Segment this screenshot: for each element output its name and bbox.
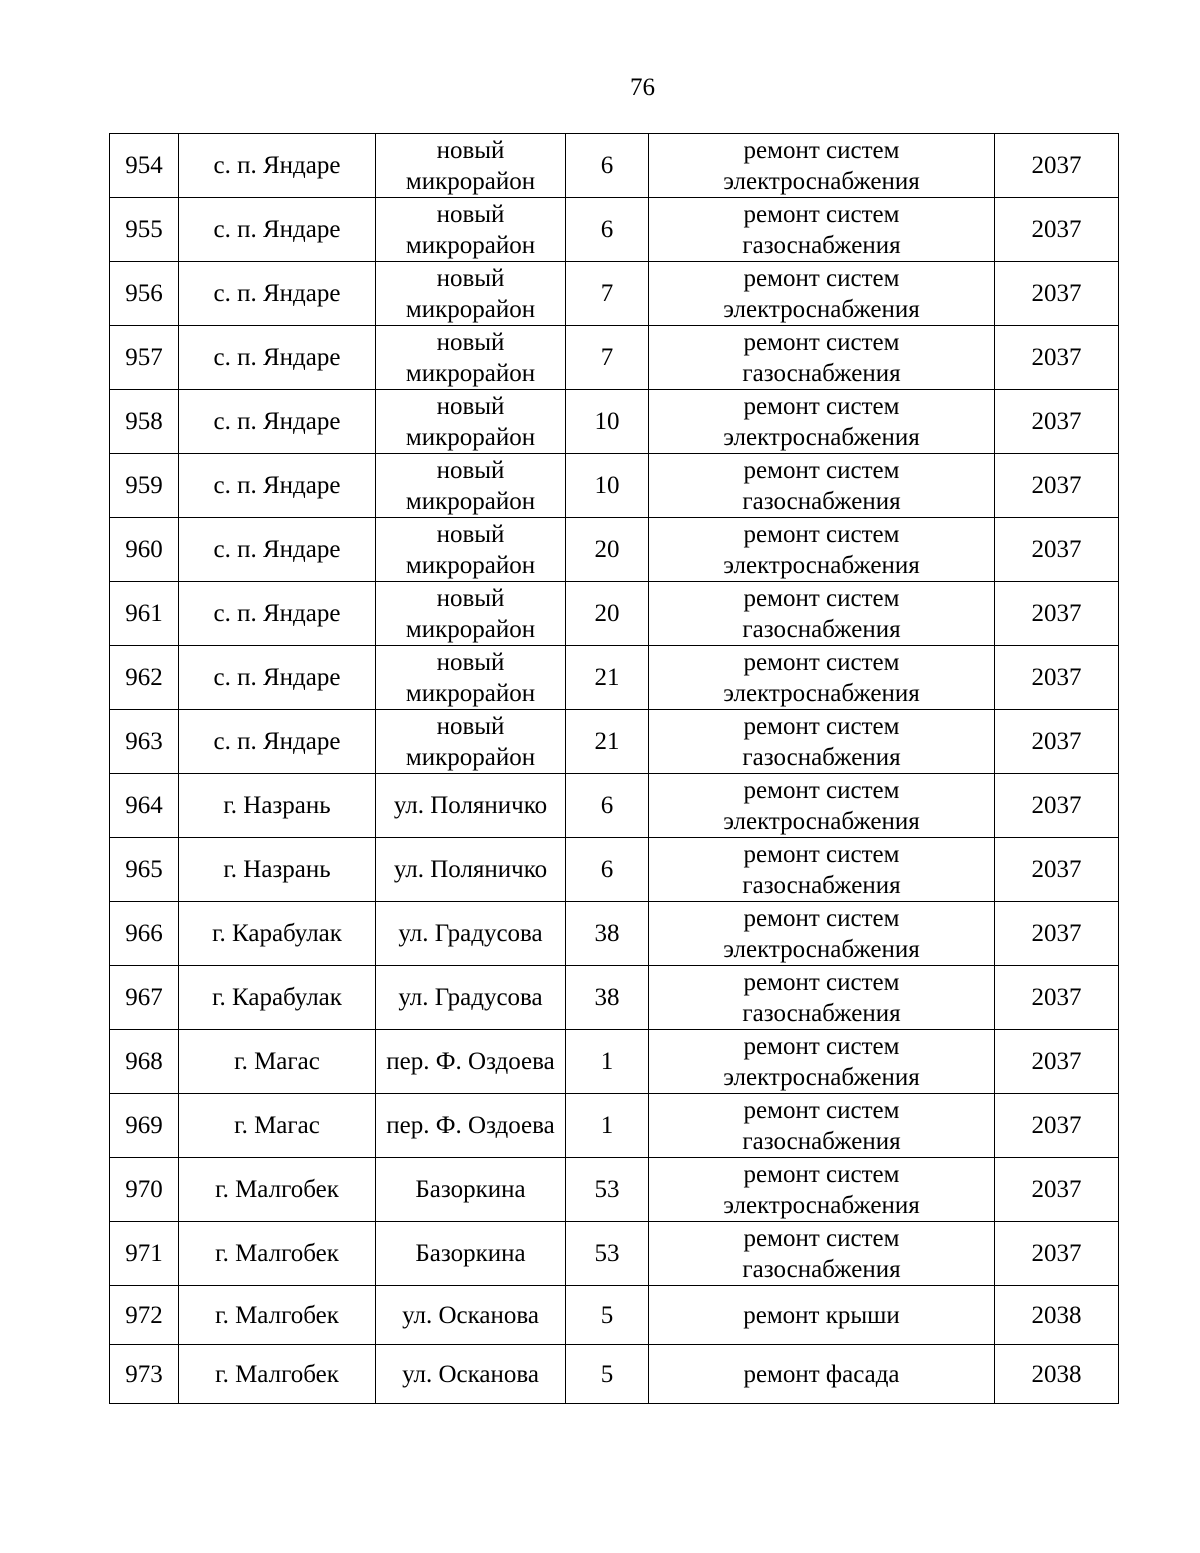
street-cell-line: ул. Градусова [398,920,543,947]
work-type-cell-line: ремонт систем [743,520,900,548]
house-number-cell: 6 [566,838,649,902]
year-cell: 2037 [995,1094,1119,1158]
year-cell: 2037 [995,646,1119,710]
settlement-cell: с. п. Яндаре [179,646,376,710]
house-number-cell: 10 [566,454,649,518]
street-cell [376,838,566,902]
work-type-cell-line: ремонт систем [743,904,900,932]
row-number-cell: 966 [110,902,179,966]
row-number-cell: 959 [110,454,179,518]
work-type-cell [649,582,995,646]
settlement-cell: с. п. Яндаре [179,582,376,646]
house-number-cell: 5 [566,1345,649,1404]
street-cell [376,1286,566,1345]
work-type-cell-line: газоснабжения [742,487,901,515]
street-cell-line: ул. Градусова [398,984,543,1011]
work-type-cell [649,1094,995,1158]
work-type-cell-line: электроснабжения [723,935,920,963]
table-row [110,1222,1119,1286]
work-type-cell-line: электроснабжения [723,1063,920,1091]
work-type-cell-line: ремонт систем [743,200,900,228]
street-cell-line: микрорайон [405,551,536,579]
row-number-cell: 957 [110,326,179,390]
year-cell: 2037 [995,710,1119,774]
house-number-cell: 21 [566,710,649,774]
street-cell [376,710,566,774]
street-cell [376,390,566,454]
work-type-cell-line: газоснабжения [742,359,901,387]
work-type-cell-line: ремонт систем [743,712,900,740]
year-cell: 2037 [995,902,1119,966]
page-number: 76 [630,74,655,101]
house-number-cell: 53 [566,1222,649,1286]
settlement-cell: г. Малгобек [179,1345,376,1404]
table-body [110,134,1119,1404]
street-cell-line: ул. Осканова [402,1360,539,1388]
work-type-cell-line: электроснабжения [723,807,920,835]
work-type-cell-line: ремонт систем [743,136,900,164]
table-row [110,1158,1119,1222]
street-cell-line: ул. Поляничко [393,856,548,883]
work-type-cell [649,902,995,966]
street-cell [376,198,566,262]
settlement-cell: г. Магас [179,1094,376,1158]
row-number-cell: 954 [110,134,179,198]
work-type-cell-line: электроснабжения [723,423,920,451]
table-row [110,134,1119,198]
work-type-cell [649,518,995,582]
work-type-cell [649,134,995,198]
table-row [110,1286,1119,1345]
street-cell [376,1158,566,1222]
street-cell-line: новый [436,136,505,164]
street-cell-line: ул. Осканова [402,1301,539,1329]
row-number-cell: 955 [110,198,179,262]
street-cell-line: новый [436,648,505,676]
work-type-cell-line: газоснабжения [742,231,901,259]
settlement-cell: г. Карабулак [179,966,376,1030]
street-cell [376,774,566,838]
house-number-cell: 6 [566,774,649,838]
house-number-cell: 7 [566,326,649,390]
street-cell-line: новый [436,392,505,420]
row-number-cell: 968 [110,1030,179,1094]
work-type-cell-line: газоснабжения [742,871,901,899]
street-cell-line: пер. Ф. Оздоева [386,1048,555,1075]
house-number-cell: 20 [566,582,649,646]
street-cell-line: новый [436,456,505,484]
street-cell-line: новый [436,328,505,356]
work-type-cell [649,1345,995,1404]
settlement-cell: с. п. Яндаре [179,710,376,774]
row-number-cell: 965 [110,838,179,902]
settlement-cell: г. Назрань [179,774,376,838]
street-cell-line: новый [436,584,505,612]
table-row [110,838,1119,902]
work-type-cell-line: ремонт систем [743,776,900,804]
year-cell: 2037 [995,1222,1119,1286]
street-cell [376,646,566,710]
street-cell-line: микрорайон [405,743,536,771]
street-cell-line: ул. Поляничко [393,792,548,819]
street-cell [376,902,566,966]
work-type-cell-line: ремонт систем [743,264,900,292]
work-type-cell-line: газоснабжения [742,1255,901,1283]
street-cell-line: микрорайон [405,423,536,451]
table-row [110,262,1119,326]
settlement-cell: с. п. Яндаре [179,518,376,582]
work-type-cell [649,966,995,1030]
repair-schedule-table [109,133,1119,1404]
row-number-cell: 973 [110,1345,179,1404]
row-number-cell: 970 [110,1158,179,1222]
table-row [110,902,1119,966]
year-cell: 2037 [995,1158,1119,1222]
house-number-cell: 7 [566,262,649,326]
row-number-cell: 961 [110,582,179,646]
table-row [110,198,1119,262]
work-type-cell [649,774,995,838]
house-number-cell: 20 [566,518,649,582]
street-cell-line: микрорайон [405,359,536,387]
street-cell-line: микрорайон [405,295,536,323]
house-number-cell: 6 [566,198,649,262]
settlement-cell: г. Назрань [179,838,376,902]
work-type-cell [649,198,995,262]
work-type-cell-line: ремонт систем [743,968,900,996]
street-cell-line: микрорайон [405,679,536,707]
work-type-cell-line: электроснабжения [723,551,920,579]
work-type-cell [649,454,995,518]
work-type-cell [649,646,995,710]
house-number-cell: 38 [566,902,649,966]
street-cell-line: микрорайон [405,167,536,195]
work-type-cell [649,1158,995,1222]
row-number-cell: 969 [110,1094,179,1158]
house-number-cell: 1 [566,1030,649,1094]
work-type-cell-line: ремонт крыши [743,1301,900,1329]
settlement-cell: с. п. Яндаре [179,390,376,454]
street-cell-line: микрорайон [405,231,536,259]
work-type-cell [649,1286,995,1345]
house-number-cell: 10 [566,390,649,454]
work-type-cell-line: электроснабжения [723,295,920,323]
row-number-cell: 971 [110,1222,179,1286]
house-number-cell: 6 [566,134,649,198]
table-row [110,646,1119,710]
street-cell [376,326,566,390]
year-cell: 2037 [995,134,1119,198]
year-cell: 2037 [995,518,1119,582]
street-cell-line: Базоркина [415,1240,526,1267]
settlement-cell: с. п. Яндаре [179,262,376,326]
table-row [110,454,1119,518]
work-type-cell-line: ремонт систем [743,456,900,484]
street-cell-line: микрорайон [405,615,536,643]
work-type-cell-line: ремонт систем [743,840,900,868]
work-type-cell [649,838,995,902]
work-type-cell-line: ремонт систем [743,1160,900,1188]
table-row [110,966,1119,1030]
work-type-cell [649,390,995,454]
street-cell [376,582,566,646]
settlement-cell: с. п. Яндаре [179,134,376,198]
street-cell-line: пер. Ф. Оздоева [386,1112,555,1139]
work-type-cell-line: электроснабжения [723,679,920,707]
year-cell: 2038 [995,1345,1119,1404]
house-number-cell: 53 [566,1158,649,1222]
year-cell: 2037 [995,390,1119,454]
work-type-cell-line: газоснабжения [742,743,901,771]
year-cell: 2037 [995,326,1119,390]
table-row [110,1094,1119,1158]
work-type-cell-line: газоснабжения [742,999,901,1027]
year-cell: 2037 [995,774,1119,838]
work-type-cell-line: электроснабжения [723,167,920,195]
work-type-cell-line: ремонт систем [743,648,900,676]
row-number-cell: 958 [110,390,179,454]
work-type-cell-line: ремонт систем [743,1096,900,1124]
work-type-cell [649,1222,995,1286]
street-cell [376,1030,566,1094]
work-type-cell [649,262,995,326]
work-type-cell-line: ремонт систем [743,392,900,420]
row-number-cell: 964 [110,774,179,838]
year-cell: 2038 [995,1286,1119,1345]
work-type-cell-line: ремонт систем [743,328,900,356]
year-cell: 2037 [995,262,1119,326]
street-cell-line: Базоркина [415,1176,526,1203]
house-number-cell: 21 [566,646,649,710]
year-cell: 2037 [995,454,1119,518]
table-row [110,582,1119,646]
settlement-cell: с. п. Яндаре [179,326,376,390]
work-type-cell-line: газоснабжения [742,1127,901,1155]
row-number-cell: 963 [110,710,179,774]
street-cell [376,262,566,326]
table-row [110,518,1119,582]
street-cell [376,518,566,582]
row-number-cell: 972 [110,1286,179,1345]
table-row [110,326,1119,390]
street-cell-line: новый [436,200,505,228]
street-cell [376,1094,566,1158]
street-cell-line: микрорайон [405,487,536,515]
house-number-cell: 38 [566,966,649,1030]
settlement-cell: с. п. Яндаре [179,454,376,518]
work-type-cell-line: ремонт фасада [743,1360,900,1388]
work-type-cell-line: газоснабжения [742,615,901,643]
table-row [110,1030,1119,1094]
street-cell [376,1222,566,1286]
work-type-cell-line: электроснабжения [723,1191,920,1219]
table-row [110,774,1119,838]
row-number-cell: 956 [110,262,179,326]
row-number-cell: 967 [110,966,179,1030]
table-row [110,710,1119,774]
row-number-cell: 960 [110,518,179,582]
year-cell: 2037 [995,838,1119,902]
house-number-cell: 5 [566,1286,649,1345]
work-type-cell [649,1030,995,1094]
street-cell [376,454,566,518]
settlement-cell: г. Магас [179,1030,376,1094]
year-cell: 2037 [995,198,1119,262]
street-cell [376,1345,566,1404]
settlement-cell: г. Малгобек [179,1286,376,1345]
street-cell [376,134,566,198]
table-row [110,390,1119,454]
street-cell-line: новый [436,520,505,548]
work-type-cell-line: ремонт систем [743,1224,900,1252]
table-row [110,1345,1119,1404]
year-cell: 2037 [995,1030,1119,1094]
street-cell [376,966,566,1030]
street-cell-line: новый [436,264,505,292]
work-type-cell [649,326,995,390]
work-type-cell-line: ремонт систем [743,1032,900,1060]
row-number-cell: 962 [110,646,179,710]
settlement-cell: с. п. Яндаре [179,198,376,262]
street-cell-line: новый [436,712,505,740]
settlement-cell: г. Малгобек [179,1222,376,1286]
house-number-cell: 1 [566,1094,649,1158]
year-cell: 2037 [995,582,1119,646]
year-cell: 2037 [995,966,1119,1030]
work-type-cell [649,710,995,774]
settlement-cell: г. Малгобек [179,1158,376,1222]
settlement-cell: г. Карабулак [179,902,376,966]
work-type-cell-line: ремонт систем [743,584,900,612]
